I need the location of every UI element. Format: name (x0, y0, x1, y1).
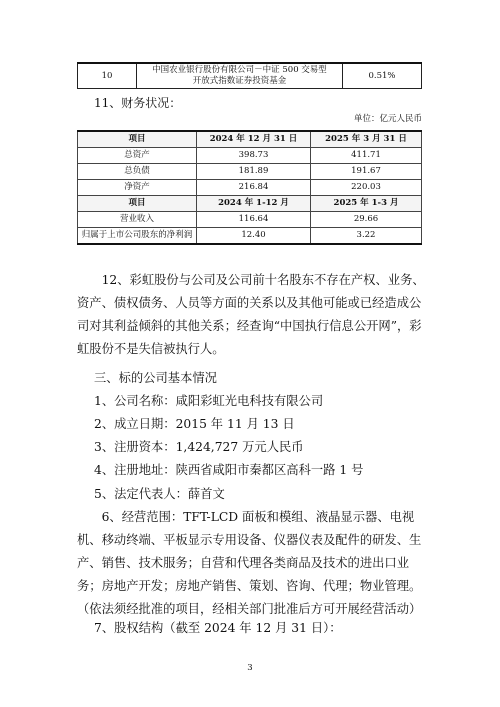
table-header-row (78, 131, 422, 148)
value-cell: 116.64 (197, 212, 311, 228)
row-label: 总资产 (78, 148, 197, 164)
page-number: 3 (247, 663, 253, 673)
unit-label: 单位：亿元人民币 (353, 114, 422, 124)
value-cell: 29.66 (311, 212, 422, 228)
table-row (78, 212, 422, 228)
value-cell: 181.89 (197, 164, 311, 180)
header-cell: 项目 (78, 196, 197, 212)
table-row (78, 63, 422, 89)
table-row (78, 164, 422, 180)
table-row (78, 228, 422, 245)
item-registered-address: 4、注册地址：陕西省咸阳市秦都区高科一路 1 号 (94, 463, 364, 477)
value-cell: 216.84 (197, 180, 311, 196)
item-company-name: 1、公司名称：咸阳彩虹光电科技有限公司 (94, 394, 324, 408)
value-cell: 411.71 (311, 148, 422, 164)
item-registered-capital: 3、注册资本：1,424,727 万元人民币 (94, 440, 304, 454)
item-legal-representative: 5、法定代表人：薛首文 (94, 487, 225, 501)
holding-pct-cell: 0.51% (343, 63, 422, 89)
row-label: 营业收入 (78, 212, 197, 228)
table-row (78, 148, 422, 164)
shareholder-name-cell (137, 63, 343, 89)
section-11-title: 11、财务状况： (94, 96, 182, 110)
row-label: 归属于上市公司股东的净利润 (78, 228, 197, 245)
value-cell: 220.03 (311, 180, 422, 196)
table-header-row (78, 196, 422, 212)
item-established-date: 2、成立日期：2015 年 11 月 13 日 (94, 417, 295, 431)
value-cell: 3.22 (311, 228, 422, 245)
shareholder-name-line2: 开放式指数证券投资基金 (192, 76, 287, 86)
table-row (78, 180, 422, 196)
value-cell: 191.67 (311, 164, 422, 180)
section-3-title: 三、标的公司基本情况 (94, 371, 217, 385)
row-label: 总负债 (78, 164, 197, 180)
header-cell: 2024 年 1-12 月 (197, 196, 311, 212)
header-cell: 项目 (78, 131, 197, 148)
financial-table (77, 130, 422, 245)
header-cell: 2025 年 1-3 月 (311, 196, 422, 212)
value-cell: 12.40 (197, 228, 311, 245)
item-equity-structure: 7、股权结构（截至 2024 年 12 月 31 日）： (94, 621, 342, 635)
paragraph-12: 12、彩虹股份与公司及公司前十名股东不存在产权、业务、资产、债权债务、人员等方面的关系以及其他可能或已经造成公司对其利益倾斜的其他关系；经查询“中国执行信息公开网”，彩虹股份不是失信被执行人。 (77, 273, 425, 356)
row-label: 净资产 (78, 180, 197, 196)
header-cell: 2024 年 12 月 31 日 (197, 131, 311, 148)
item-business-scope: 6、经营范围：TFT-LCD 面板和模组、液晶显示器、电视机、移动终端、平板显示专用设备、仪器仪表及配件的研发、生产、销售、技术服务；自营和代理各类商品及技术的进出口业务；房地产开发；房地产销售、策划、咨询、代理；物业管理。（依法须经批准的项目，经相关部门批准后方可开展经营活动） (77, 510, 422, 616)
header-cell: 2025 年 3 月 31 日 (311, 131, 422, 148)
shareholder-table-tail (77, 62, 422, 89)
value-cell: 398.73 (197, 148, 311, 164)
shareholder-name-line1: 中国农业银行股份有限公司－中证 500 交易型 (152, 65, 327, 75)
rank-cell: 10 (78, 63, 137, 89)
